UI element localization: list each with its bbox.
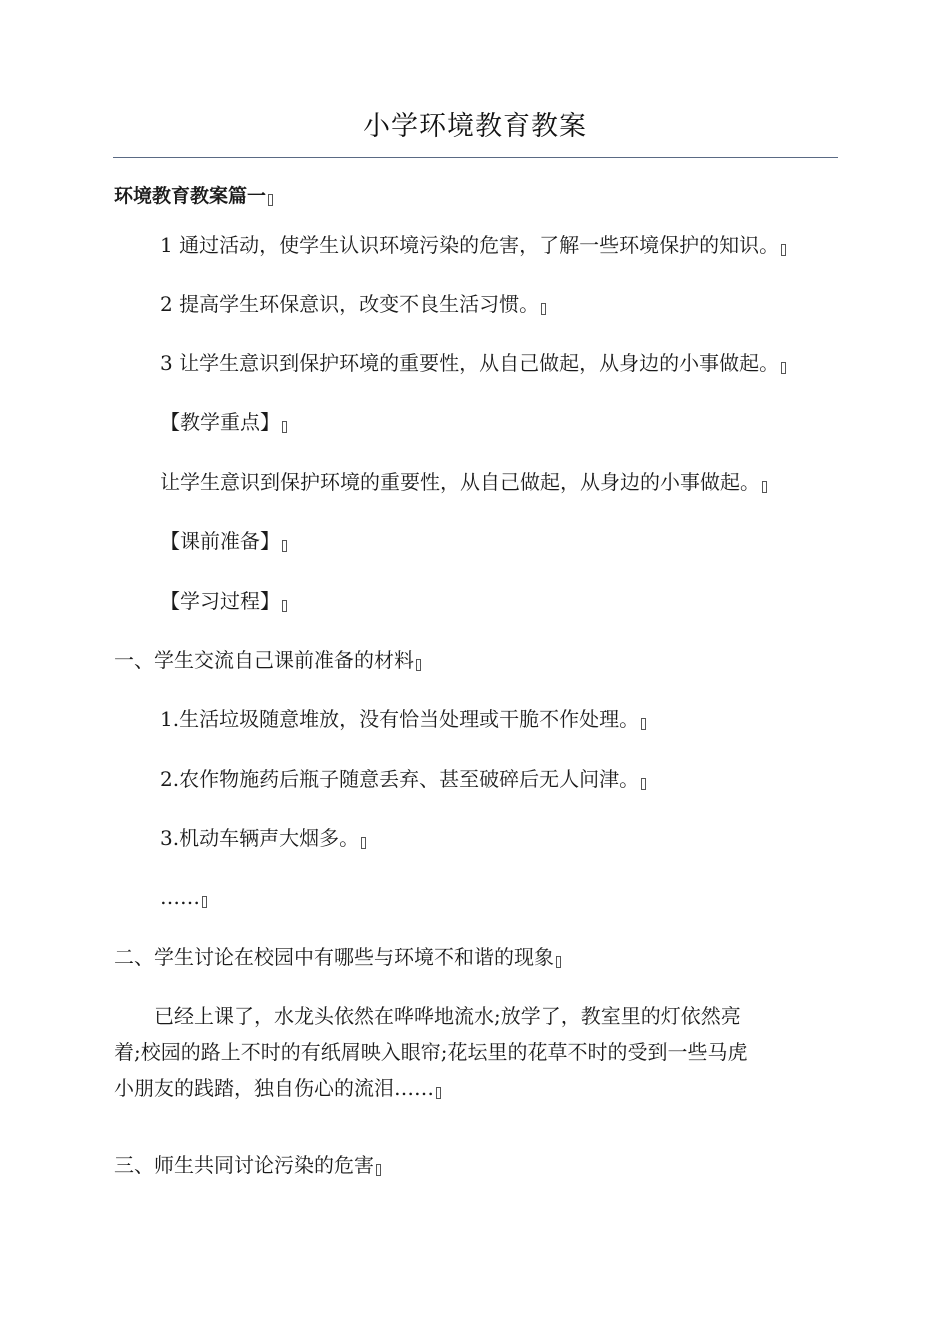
paragraph-mark-icon [376, 1164, 381, 1176]
part1-item-text: 2.农作物施药后瓶子随意丢弃、甚至破碎后无人问津。 [160, 767, 640, 791]
prep-label [160, 529, 287, 553]
part1-item-text: 3.机动车辆声大烟多。 [160, 826, 360, 850]
part1-item-text: 1.生活垃圾随意堆放，没有恰当处理或干脆不作处理。 [160, 707, 640, 731]
paragraph-mark-icon [436, 1087, 441, 1099]
document-title: 小学环境教育教案 [363, 111, 587, 142]
paragraph-mark-icon [541, 303, 546, 315]
part2-heading-text: 二、学生讨论在校园中有哪些与环境不和谐的现象 [114, 945, 554, 969]
goal-item [160, 233, 786, 257]
part1-item [160, 767, 646, 791]
section-heading-text: 环境教育教案篇一 [114, 185, 267, 207]
part1-item [160, 826, 366, 850]
prep-label-text: 【课前准备】 [160, 529, 280, 553]
paragraph-mark-icon [282, 600, 287, 612]
paragraph-mark-icon [781, 244, 786, 256]
part1-heading-text: 一、学生交流自己课前准备的材料 [114, 648, 414, 672]
key-point-body: 让学生意识到保护环境的重要性，从自己做起，从身边的小事做起。 [160, 470, 760, 494]
paragraph-line: 已经上课了，水龙头依然在哗哗地流水;放学了，教室里的灯依然亮 [114, 1004, 741, 1028]
key-point-label [160, 410, 287, 434]
paragraph-mark-icon [781, 362, 786, 374]
part1-heading [114, 648, 421, 672]
paragraph-mark-icon [641, 778, 646, 790]
process-label [160, 589, 287, 613]
goal-item [160, 351, 786, 375]
part2-paragraph [114, 998, 844, 1106]
paragraph-mark-icon [641, 718, 646, 730]
part1-item-text: …… [160, 885, 200, 909]
paragraph-mark-icon [202, 896, 207, 908]
title-divider [113, 157, 838, 158]
part3-heading [114, 1153, 381, 1177]
part1-item [160, 707, 646, 731]
paragraph-mark-icon [268, 194, 273, 206]
goal-text: 2 提高学生环保意识，改变不良生活习惯。 [160, 292, 540, 316]
part1-item [160, 885, 207, 909]
paragraph-mark-icon [282, 421, 287, 433]
goal-text: 3 让学生意识到保护环境的重要性，从自己做起，从身边的小事做起。 [160, 351, 780, 375]
process-label-text: 【学习过程】 [160, 589, 280, 613]
paragraph-line-text: 小朋友的践踏，独自伤心的流泪…… [114, 1076, 434, 1100]
part2-heading [114, 945, 561, 969]
paragraph-mark-icon [361, 837, 366, 849]
paragraph-mark-icon [762, 481, 767, 493]
key-point-label-text: 【教学重点】 [160, 410, 280, 434]
key-point-text [160, 470, 767, 494]
section-heading [114, 184, 273, 208]
goal-item [160, 292, 546, 316]
paragraph-mark-icon [282, 540, 287, 552]
paragraph-mark-icon [416, 659, 421, 671]
part3-heading-text: 三、师生共同讨论污染的危害 [114, 1153, 374, 1177]
paragraph-line: 着;校园的路上不时的有纸屑映入眼帘;花坛里的花草不时的受到一些马虎 [114, 1040, 748, 1064]
goal-text: 1 通过活动，使学生认识环境污染的危害，了解一些环境保护的知识。 [160, 233, 780, 257]
paragraph-mark-icon [556, 956, 561, 968]
paragraph-line-last [114, 1070, 844, 1106]
